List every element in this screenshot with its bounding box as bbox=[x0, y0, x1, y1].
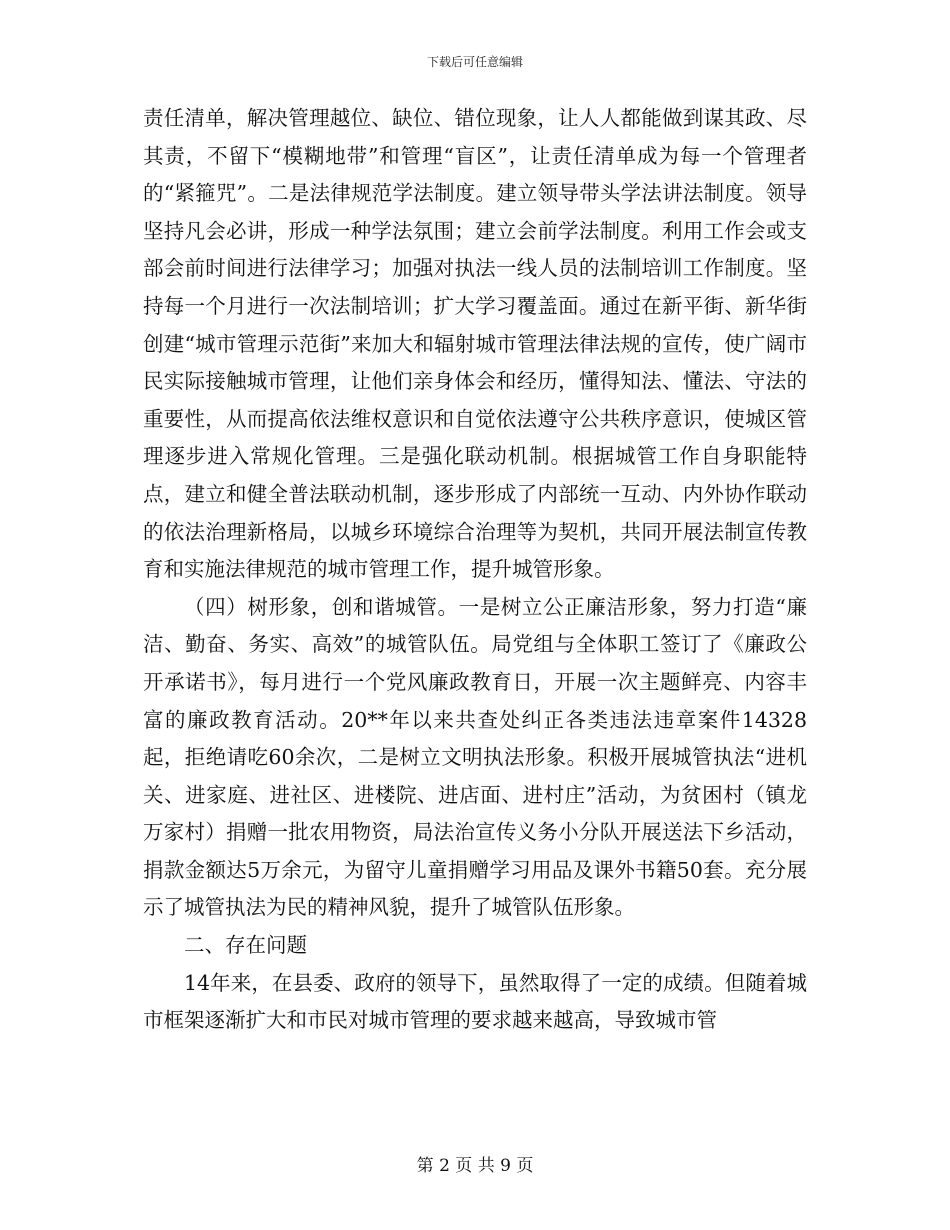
page-number-footer: 第 2 页 共 9 页 bbox=[416, 1156, 534, 1176]
document-body bbox=[143, 100, 807, 1040]
paragraph-continuation: 责任清单，解决管理越位、缺位、错位现象，让人人都能做到谋其政、尽其责，不留下“模糊地带”和管理“盲区”，让责任清单成为每一个管理者的“紧箍咒”。二是法律规范学法制度。建立领导带头学法讲法制度。领导坚持凡会必讲，形成一种学法氛围；建立会前学法制度。利用工作会或支部会前时间进行法律学习；加强对执法一线人员的法制培训工作制度。坚持每一个月进行一次法制培训；扩大学习覆盖面。通过在新平街、新华街创建“城市管理示范街”来加大和辐射城市管理法律法规的宣传，使广阔市民实际接触城市管理，让他们亲身体会和经历，懂得知法、懂法、守法的重要性，从而提高依法维权意识和自觉依法遵守公共秩序意识，使城区管理逐步进入常规化管理。三是强化联动机制。根据城管工作自身职能特点，建立和健全普法联动机制，逐步形成了内部统一互动、内外协作联动的依法治理新格局，以城乡环境综合治理等为契机，共同开展法制宣传教育和实施法律规范的城市管理工作，提升城管形象。 bbox=[143, 106, 807, 582]
page-header: 下载后可任意编辑 bbox=[426, 55, 523, 69]
section-heading-problems: 二、存在问题 bbox=[184, 933, 307, 958]
paragraph-section-four: （四）树形象，创和谐城管。一是树立公正廉洁形象，努力打造“廉洁、勤奋、务实、高效”的城管队伍。局党组与全体职工签订了《廉政公开承诺书》，每月进行一个党风廉政教育日，开展一次主题鲜亮、内容丰富的廉政教育活动。20**年以来共查处纠正各类违法违章案件14328起，拒绝请吃60余次，二是树立文明执法形象。积极开展城管执法“进机关、进家庭、进社区、进楼院、进店面、进村庄”活动，为贫困村（镇龙万家村）捐赠一批农用物资，局法治宣传义务小分队开展送法下乡活动，捐款金额达5万余元，为留守儿童捐赠学习用品及课外书籍50套。充分展示了城管执法为民的精神风貌，提升了城管队伍形象。 bbox=[143, 594, 807, 920]
paragraph-problems-intro: 14年来，在县委、政府的领导下，虽然取得了一定的成绩。但随着城市框架逐渐扩大和市民对城市管理的要求越来越高，导致城市管 bbox=[143, 970, 807, 1033]
